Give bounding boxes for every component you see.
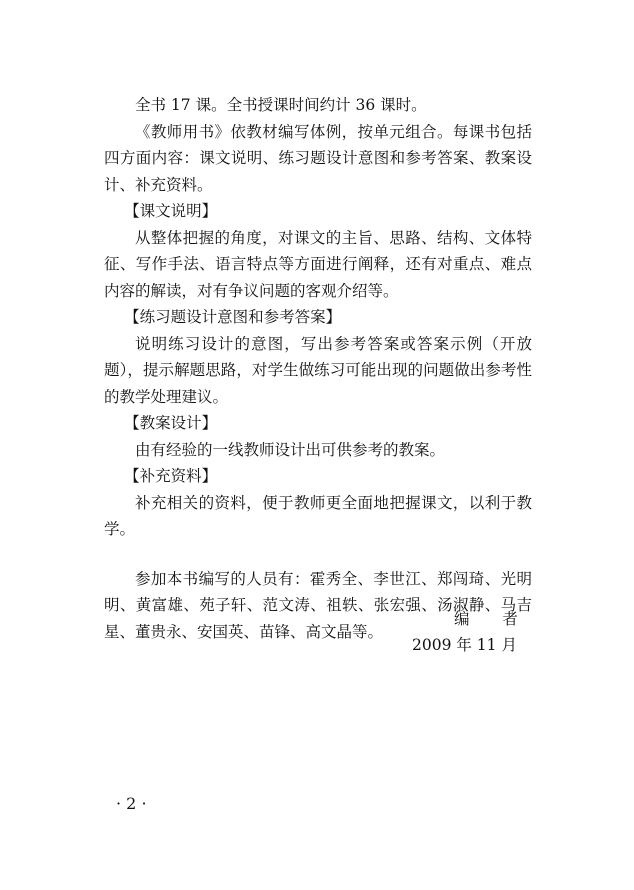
paragraph-lesson-plan: 由有经验的一线教师设计出可供参考的教案。 [135, 440, 446, 459]
heading-lesson-plan: 【教案设计】 [124, 414, 218, 432]
heading-exercise-design: 【练习题设计意图和参考答案】 [124, 308, 342, 326]
editor-signature: 编 者 [454, 610, 532, 628]
paragraph-book-structure: 《教师用书》依教材编写体例，按单元组合。每课书包括四方面内容：课文说明、练习题设计意图和参考答案、教案设计、补充资料。 [104, 122, 532, 194]
paragraph-exercise-design: 说明练习设计的意图，写出参考答案或答案示例（开放题），提示解题思路，对学生做练习可能出现的问题做出参考性的教学处理建议。 [104, 334, 532, 406]
preface-body [104, 92, 532, 645]
paragraph-gap [104, 543, 532, 566]
paragraph-supplementary-material: 补充相关的资料，便于教师更全面地把握课文，以利于教学。 [104, 493, 532, 538]
heading-supplementary-material: 【补充资料】 [124, 467, 218, 485]
heading-text-explanation: 【课文说明】 [124, 202, 218, 220]
paragraph-lesson-count: 全书 17 课。全书授课时间约计 36 课时。 [135, 96, 427, 114]
paragraph-text-explanation: 从整体把握的角度，对课文的主旨、思路、结构、文体特征、写作手法、语言特点等方面进行阐释，还有对重点、难点内容的解读，对有争议问题的客观介绍等。 [104, 228, 532, 300]
paragraph-contributors: 参加本书编写的人员有：霍秀全、李世江、郑闯琦、光明明、黄富雄、苑子轩、范文涛、祖轶、张宏强、汤淑静、马吉星、董贵永、安国英、苗锋、高文晶等。 [104, 569, 532, 641]
page-number: · 2 · [116, 794, 147, 813]
signature-date: 2009 年 11 月 [412, 636, 517, 654]
